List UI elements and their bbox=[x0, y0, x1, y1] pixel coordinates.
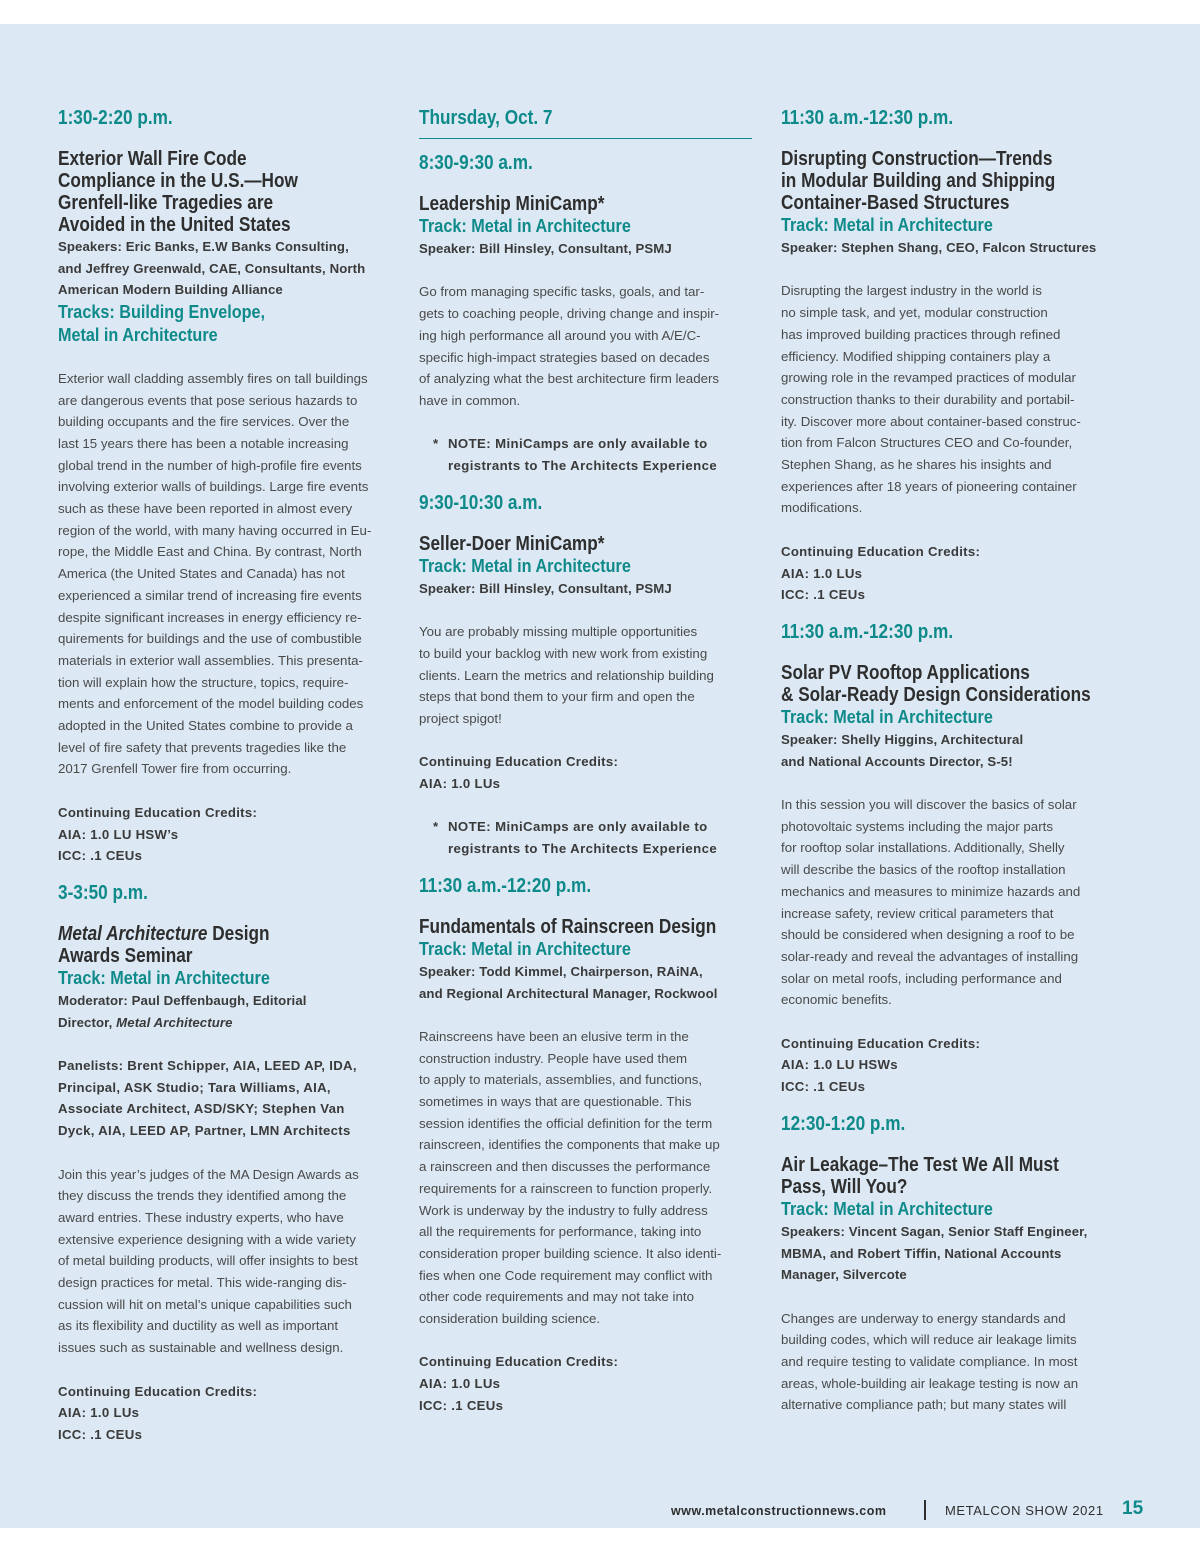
body-line: global trend in the number of high-profile fire events bbox=[58, 457, 362, 473]
page-footer bbox=[0, 1500, 1200, 1524]
moderator-line bbox=[58, 1012, 393, 1034]
session-track: Track: Metal in Architecture bbox=[781, 1198, 993, 1219]
session-time: 12:30-1:20 p.m. bbox=[781, 1112, 906, 1135]
speaker-line: Manager, Silvercote bbox=[781, 1267, 907, 1283]
speaker-line: American Modern Building Alliance bbox=[58, 282, 283, 298]
title-line: Solar PV Rooftop Applications bbox=[781, 661, 1030, 684]
session-track: Track: Metal in Architecture bbox=[419, 938, 631, 959]
credits-line: ICC: .1 CEUs bbox=[781, 1079, 866, 1095]
title-line: Awards Seminar bbox=[58, 944, 193, 967]
body-line: materials in exterior wall assemblies. This presenta- bbox=[58, 652, 363, 668]
session-description bbox=[58, 1164, 393, 1359]
body-line: of metal building products, will offer insights to best bbox=[58, 1253, 358, 1269]
education-credits bbox=[419, 1351, 753, 1416]
body-line: building codes, which will reduce air leakage limits bbox=[781, 1332, 1077, 1348]
session-description bbox=[58, 368, 393, 780]
note-line: registrants to The Architects Experience bbox=[448, 458, 718, 473]
credits-line: ICC: .1 CEUs bbox=[781, 587, 866, 603]
session-time: 11:30 a.m.-12:30 p.m. bbox=[781, 620, 954, 643]
body-line: to apply to materials, assemblies, and functions, bbox=[419, 1072, 703, 1088]
session-track: Tracks: Building Envelope, bbox=[58, 302, 266, 323]
body-line: Go from managing specific tasks, goals, and tar- bbox=[419, 284, 705, 300]
body-line: last 15 years there has been a notable increasing bbox=[58, 435, 349, 451]
body-line: efficiency. Modified shipping containers play a bbox=[781, 348, 1051, 364]
body-line: Join this year’s judges of the MA Design Awards as bbox=[58, 1166, 359, 1182]
body-line: should be considered when designing a roof to be bbox=[781, 927, 1075, 943]
body-line: to build your backlog with new work from existing bbox=[419, 645, 708, 661]
body-line: consideration proper building science. It also identi- bbox=[419, 1245, 722, 1261]
education-credits bbox=[58, 802, 393, 867]
body-line: You are probably missing multiple opportunities bbox=[419, 624, 698, 640]
body-line: building occupants and the fire services. Over the bbox=[58, 414, 350, 430]
minicamp-note bbox=[433, 816, 753, 859]
body-line: ing high performance all around you with A/E/C- bbox=[419, 327, 701, 343]
body-line: and require testing to validate compliance. In most bbox=[781, 1354, 1078, 1370]
speaker-line: Speaker: Todd Kimmel, Chairperson, RAiNA, bbox=[419, 963, 703, 979]
credits-line: AIA: 1.0 LUs bbox=[419, 1376, 501, 1392]
body-line: growing role in the revamped practices of modular bbox=[781, 370, 1076, 386]
session-track: Metal in Architecture bbox=[58, 325, 218, 346]
title-line: Container-Based Structures bbox=[781, 192, 1010, 214]
publication-name: METALCON SHOW 2021 bbox=[945, 1503, 1104, 1518]
body-line: no simple task, and yet, modular construction bbox=[781, 305, 1048, 321]
minicamp-note bbox=[433, 433, 753, 476]
session-description bbox=[781, 1308, 1116, 1417]
body-line: gets to coaching people, driving change and inspir- bbox=[419, 306, 720, 322]
note-line: registrants to The Architects Experience bbox=[448, 841, 718, 857]
session-time: 9:30-10:30 a.m. bbox=[419, 491, 543, 514]
session-description bbox=[781, 794, 1116, 1011]
body-line: adopted in the United States combine to provide a bbox=[58, 718, 353, 734]
website-link[interactable]: www.metalconstructionnews.com bbox=[671, 1504, 887, 1518]
session-title: Seller-Doer MiniCamp* bbox=[419, 532, 605, 555]
session-moderator bbox=[58, 990, 393, 1033]
body-line: Exterior wall cladding assembly fires on tall buildings bbox=[58, 370, 368, 386]
title-line: Pass, Will You? bbox=[781, 1175, 908, 1198]
magazine-page bbox=[0, 24, 1200, 1528]
body-line: Rainscreens have been an elusive term in the bbox=[419, 1028, 689, 1044]
body-line: region of the world, with many having occurred in Eu- bbox=[58, 522, 372, 538]
body-line: other code requirements and may not take into bbox=[419, 1289, 694, 1305]
credits-line: ICC: .1 CEUs bbox=[58, 1426, 143, 1442]
body-line: of analyzing what the best architecture firm leaders bbox=[419, 371, 720, 387]
body-line: as its flexibility and ductility as well as important bbox=[58, 1318, 339, 1334]
body-line: photovoltaic systems including the major parts bbox=[781, 818, 1053, 834]
speaker-line: Speaker: Bill Hinsley, Consultant, PSMJ bbox=[419, 241, 672, 256]
body-line: fies when one Code requirement may conflict with bbox=[419, 1267, 713, 1283]
session-title: Leadership MiniCamp* bbox=[419, 193, 605, 215]
body-line: modifications. bbox=[781, 500, 863, 516]
title-text: Design bbox=[207, 922, 270, 945]
speaker-line: Speaker: Shelly Higgins, Architectural bbox=[781, 731, 1024, 747]
body-line: alternative compliance path; but many states will bbox=[781, 1397, 1067, 1413]
panelist-line: Panelists: Brent Schipper, AIA, LEED AP, IDA, bbox=[58, 1058, 357, 1074]
body-line: has improved building practices through refined bbox=[781, 326, 1061, 342]
body-line: steps that bond them to your firm and open the bbox=[419, 689, 695, 705]
credits-heading: Continuing Education Credits: bbox=[781, 1035, 981, 1051]
speaker-line: MBMA, and Robert Tiffin, National Accounts bbox=[781, 1245, 1062, 1261]
speaker-line: Speakers: Eric Banks, E.W Banks Consulting, bbox=[58, 239, 349, 254]
title-line: Exterior Wall Fire Code bbox=[58, 148, 247, 170]
panelist-line: Associate Architect, ASD/SKY; Stephen Van bbox=[58, 1101, 345, 1117]
session-track: Track: Metal in Architecture bbox=[781, 706, 993, 727]
title-line: & Solar-Ready Design Considerations bbox=[781, 683, 1091, 706]
panelist-line: Dyck, AIA, LEED AP, Partner, LMN Architects bbox=[58, 1123, 351, 1139]
body-line: Disrupting the largest industry in the world is bbox=[781, 283, 1042, 299]
body-line: increase safety, review critical parameters that bbox=[781, 905, 1054, 921]
body-line: have in common. bbox=[419, 392, 521, 408]
education-credits bbox=[781, 541, 1116, 606]
body-line: requirements for a rainscreen to function properly. bbox=[419, 1180, 713, 1196]
body-line: experienced a similar trend of increasing fire events bbox=[58, 587, 362, 603]
title-line: Grenfell-like Tragedies are bbox=[58, 192, 274, 214]
session-description bbox=[419, 1026, 753, 1330]
column-1 bbox=[58, 106, 393, 1446]
speaker-line: Speaker: Bill Hinsley, Consultant, PSMJ bbox=[419, 580, 672, 596]
moderator-line: Moderator: Paul Deffenbaugh, Editorial bbox=[58, 992, 307, 1008]
body-line: specific high-impact strategies based on decades bbox=[419, 349, 710, 365]
session-speakers bbox=[58, 236, 393, 301]
session-title bbox=[781, 662, 1116, 706]
body-line: consideration building science. bbox=[419, 1311, 601, 1327]
session-title bbox=[781, 1154, 1116, 1198]
credits-line: AIA: 1.0 LUs bbox=[419, 776, 501, 791]
session-time: 1:30-2:20 p.m. bbox=[58, 107, 173, 129]
body-line: 2017 Grenfell Tower fire from occurring. bbox=[58, 761, 292, 777]
education-credits bbox=[58, 1381, 393, 1446]
title-line bbox=[58, 923, 385, 945]
body-line: project spigot! bbox=[419, 710, 502, 726]
credits-line: AIA: 1.0 LU HSW’s bbox=[58, 826, 179, 842]
body-line: rainscreen, identifies the components that make up bbox=[419, 1137, 720, 1153]
session-description bbox=[419, 621, 753, 730]
asterisk: * bbox=[433, 819, 439, 835]
session-title: Fundamentals of Rainscreen Design bbox=[419, 915, 717, 938]
title-line: Avoided in the United States bbox=[58, 214, 291, 236]
body-line: tion will explain how the structure, topics, require- bbox=[58, 674, 349, 690]
credits-heading: Continuing Education Credits: bbox=[58, 1383, 258, 1399]
session-track: Track: Metal in Architecture bbox=[58, 967, 270, 988]
note-line: NOTE: MiniCamps are only available to bbox=[448, 819, 708, 835]
panelist-line: Principal, ASK Studio; Tara Williams, AIA, bbox=[58, 1079, 331, 1095]
body-line: Stephen Shang, as he shares his insights and bbox=[781, 457, 1052, 473]
title-line: Compliance in the U.S.—How bbox=[58, 170, 298, 192]
body-line: all the requirements for performance, taking into bbox=[419, 1224, 702, 1240]
session-title bbox=[58, 923, 393, 967]
body-line: tion from Falcon Structures CEO and Co-founder, bbox=[781, 435, 1073, 451]
body-line: solar on metal roofs, including performance and bbox=[781, 970, 1062, 986]
body-line: rope, the Middle East and China. By contrast, North bbox=[58, 544, 362, 560]
speaker-line: and National Accounts Director, S-5! bbox=[781, 753, 1013, 769]
magazine-name: Metal Architecture bbox=[116, 1014, 233, 1030]
session-title bbox=[58, 148, 393, 236]
title-line: Air Leakage–The Test We All Must bbox=[781, 1153, 1059, 1176]
body-line: sometimes in ways that are questionable. This bbox=[419, 1094, 692, 1109]
body-line: America (the United States and Canada) has not bbox=[58, 566, 345, 582]
body-line: clients. Learn the metrics and relationship building bbox=[419, 667, 714, 683]
body-line: for rooftop solar installations. Additionally, Shelly bbox=[781, 840, 1065, 856]
credits-line: ICC: .1 CEUs bbox=[419, 1397, 504, 1413]
body-line: quirements for buildings and the use of combustible bbox=[58, 631, 362, 647]
body-line: issues such as sustainable and wellness design. bbox=[58, 1340, 344, 1356]
body-line: such as these have been reported in almost every bbox=[58, 501, 353, 517]
body-line: design practices for metal. This wide-ranging dis- bbox=[58, 1275, 347, 1291]
page-number: 15 bbox=[1122, 1498, 1144, 1519]
day-divider bbox=[419, 138, 752, 139]
session-track: Track: Metal in Architecture bbox=[419, 216, 631, 236]
body-line: a rainscreen and then discusses the performance bbox=[419, 1159, 711, 1175]
body-line: ments and enforcement of the model building codes bbox=[58, 696, 364, 712]
session-panelists bbox=[58, 1055, 393, 1142]
note-line: NOTE: MiniCamps are only available to bbox=[448, 436, 708, 452]
body-line: economic benefits. bbox=[781, 992, 892, 1008]
credits-line: AIA: 1.0 LU HSWs bbox=[781, 1057, 898, 1073]
credits-heading: Continuing Education Credits: bbox=[419, 754, 619, 770]
body-line: extensive experience designing with a wide variety bbox=[58, 1231, 356, 1247]
session-title bbox=[781, 148, 1116, 214]
credits-line: AIA: 1.0 LUs bbox=[58, 1405, 140, 1421]
education-credits bbox=[781, 1033, 1116, 1098]
asterisk: * bbox=[433, 436, 439, 452]
body-line: ity. Discover more about container-based construc- bbox=[781, 413, 1081, 429]
day-heading: Thursday, Oct. 7 bbox=[419, 107, 553, 129]
body-line: they discuss the trends they identified among the bbox=[58, 1188, 347, 1204]
body-line: Changes are underway to energy standards and bbox=[781, 1310, 1066, 1326]
speaker-line: and Regional Architectural Manager, Rockwool bbox=[419, 985, 718, 1001]
body-line: construction thanks to their durability and portabil- bbox=[781, 391, 1075, 407]
body-line: despite significant increases in energy efficiency re- bbox=[58, 609, 362, 625]
title-line: Disrupting Construction—Trends bbox=[781, 148, 1053, 170]
speaker-line: and Jeffrey Greenwald, CAE, Consultants, North bbox=[58, 260, 366, 276]
session-track: Track: Metal in Architecture bbox=[781, 215, 993, 235]
session-description bbox=[419, 281, 753, 411]
education-credits bbox=[419, 751, 753, 794]
speaker-line: Speaker: Stephen Shang, CEO, Falcon Structures bbox=[781, 240, 1097, 255]
magazine-name: Metal Architecture bbox=[58, 922, 208, 945]
session-time: 11:30 a.m.-12:30 p.m. bbox=[781, 107, 954, 129]
body-line: session identifies the official definition for the term bbox=[419, 1115, 713, 1131]
session-description bbox=[781, 280, 1116, 519]
body-line: will describe the basics of the rooftop installation bbox=[781, 862, 1066, 878]
credits-heading: Continuing Education Credits: bbox=[419, 1354, 619, 1370]
session-time: 11:30 a.m.-12:20 p.m. bbox=[419, 874, 592, 897]
body-line: experiences after 18 years of pioneering container bbox=[781, 478, 1077, 494]
body-line: mechanics and measures to minimize hazards and bbox=[781, 883, 1081, 899]
body-line: involving exterior walls of buildings. Large fire events bbox=[58, 479, 369, 495]
body-line: construction industry. People have used them bbox=[419, 1050, 688, 1066]
moderator-title: Director, bbox=[58, 1014, 117, 1030]
session-track: Track: Metal in Architecture bbox=[419, 555, 631, 576]
body-line: are dangerous events that pose serious hazards to bbox=[58, 392, 358, 408]
session-time: 8:30-9:30 a.m. bbox=[419, 152, 533, 174]
body-line: award entries. These industry experts, who have bbox=[58, 1209, 344, 1225]
footer-divider bbox=[924, 1500, 926, 1520]
credits-line: ICC: .1 CEUs bbox=[58, 848, 143, 864]
body-line: In this session you will discover the basics of solar bbox=[781, 797, 1077, 813]
column-3 bbox=[781, 106, 1116, 1416]
body-line: solar-ready and reveal the advantages of installing bbox=[781, 948, 1079, 964]
body-line: level of fire safety that prevents tragedies like the bbox=[58, 739, 347, 755]
column-2 bbox=[419, 106, 753, 1417]
credits-heading: Continuing Education Credits: bbox=[781, 543, 981, 559]
session-time: 3-3:50 p.m. bbox=[58, 881, 148, 904]
title-line: in Modular Building and Shipping bbox=[781, 170, 1056, 192]
body-line: areas, whole-building air leakage testing is now an bbox=[781, 1375, 1079, 1391]
credits-heading: Continuing Education Credits: bbox=[58, 804, 258, 820]
speaker-line: Speakers: Vincent Sagan, Senior Staff Engineer, bbox=[781, 1223, 1088, 1239]
body-line: Work is underway by the industry to fully address bbox=[419, 1202, 708, 1218]
credits-line: AIA: 1.0 LUs bbox=[781, 565, 863, 581]
body-line: cussion will hit on metal’s unique capabilities such bbox=[58, 1296, 352, 1312]
